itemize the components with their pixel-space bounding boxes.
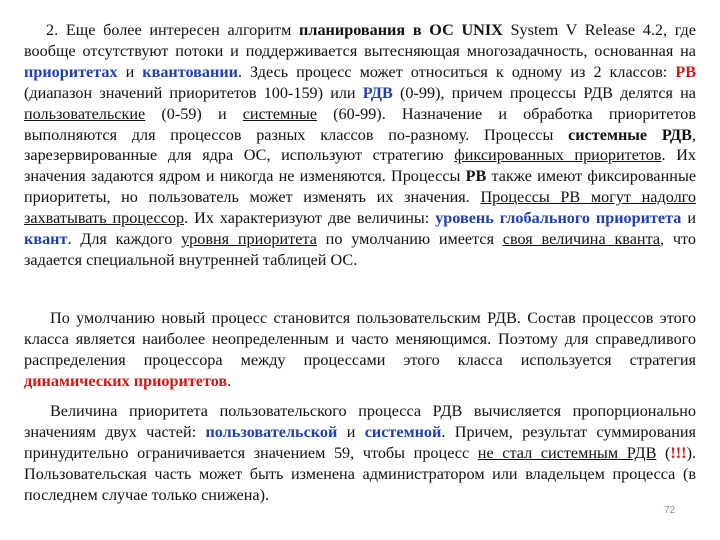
- term-rv: РВ: [675, 62, 696, 81]
- term-rv-bold: РВ: [465, 167, 487, 186]
- text: (60-99). Назначение и обработка приоритетов выполняются для процессов разных классов по-разному. Процессы: [24, 104, 696, 144]
- term-priority-level: уровня приоритета: [181, 230, 317, 249]
- term-dynamic-priorities: динамических приоритетов: [24, 371, 228, 390]
- term-priorities: приоритетах: [24, 62, 118, 81]
- term-fixed-priorities: фиксированных приоритетов: [454, 146, 662, 165]
- text: и: [337, 422, 365, 441]
- note-rv-capture: Процессы РВ могут надолго захватывать процессор: [24, 188, 696, 228]
- page-number: 72: [664, 505, 676, 516]
- term-system-part: системной: [364, 422, 442, 441]
- paragraph-unix-scheduling: [24, 20, 696, 271]
- text: . Для каждого: [67, 230, 182, 249]
- text: , зарезервированные для ядра ОС, используют стратегию: [24, 125, 696, 165]
- paragraph-priority-calculation: [24, 401, 696, 506]
- text: . Их характеризуют две величины:: [184, 209, 436, 228]
- text: ). Пользовательская часть может быть изменена администратором или владельцем процесса (в последнем случае только снижена).: [24, 443, 697, 504]
- emphasis-scheduling-unix: планирования в ОС UNIX: [299, 21, 503, 39]
- text: По умолчанию новый процесс становится пользовательским РДВ. Состав процессов этого класса является наиболее неопределенным и часто меняющимся. Поэтому для справедливого распределения процессора между процессами этого класса используется стратегия: [24, 309, 696, 369]
- text: . Причем, результат суммирования принудительно ограничивается значением 59, чтобы процесс: [24, 422, 696, 462]
- text: по умолчанию имеется: [316, 230, 503, 249]
- term-quantum: квант: [24, 230, 68, 249]
- text: .: [227, 371, 232, 390]
- text: . Здесь процесс может относиться к одному из 2 классов:: [237, 62, 676, 81]
- exclamation: !!!: [670, 443, 687, 462]
- term-user-class: пользовательские: [24, 104, 146, 123]
- term-quantization: квантовании: [142, 62, 238, 81]
- note-not-system-rdv: не стал системным РДВ: [477, 443, 657, 462]
- term-user-part: пользовательской: [205, 422, 338, 441]
- text: (диапазон значений приоритетов 100-159) или: [24, 83, 363, 102]
- paragraph-default-user-rdv: [24, 308, 696, 392]
- text: (: [656, 443, 671, 462]
- term-system-rdv: системные РДВ: [568, 125, 692, 144]
- term-global-priority-level: уровень глобального приоритета: [435, 209, 682, 228]
- text: (0-59) и: [145, 104, 243, 123]
- text: (0-99), причем процессы РДВ делятся на: [392, 83, 696, 102]
- term-own-quantum: своя величина кванта: [502, 230, 661, 249]
- term-rdv: РДВ: [362, 83, 393, 102]
- text: также имеют фиксированные приоритеты, но пользователь может изменять их значения.: [24, 167, 696, 207]
- text: , что задается специальной внутренней таблицей ОС.: [24, 230, 696, 269]
- term-system-class: системные: [242, 104, 318, 123]
- text: и: [117, 62, 143, 81]
- text: 2. Еще более интересен алгоритм: [46, 21, 300, 39]
- text: . Их значения задаются ядром и никогда не изменяются. Процессы: [24, 146, 696, 186]
- text: System V Release 4.2, где вообще отсутствуют потоки и поддерживается вытесняющая многозадачность, основанная на: [24, 21, 696, 60]
- text: и: [681, 209, 696, 228]
- text: Величина приоритета пользовательского процесса РДВ вычисляется пропорционально значениям двух частей:: [24, 402, 696, 441]
